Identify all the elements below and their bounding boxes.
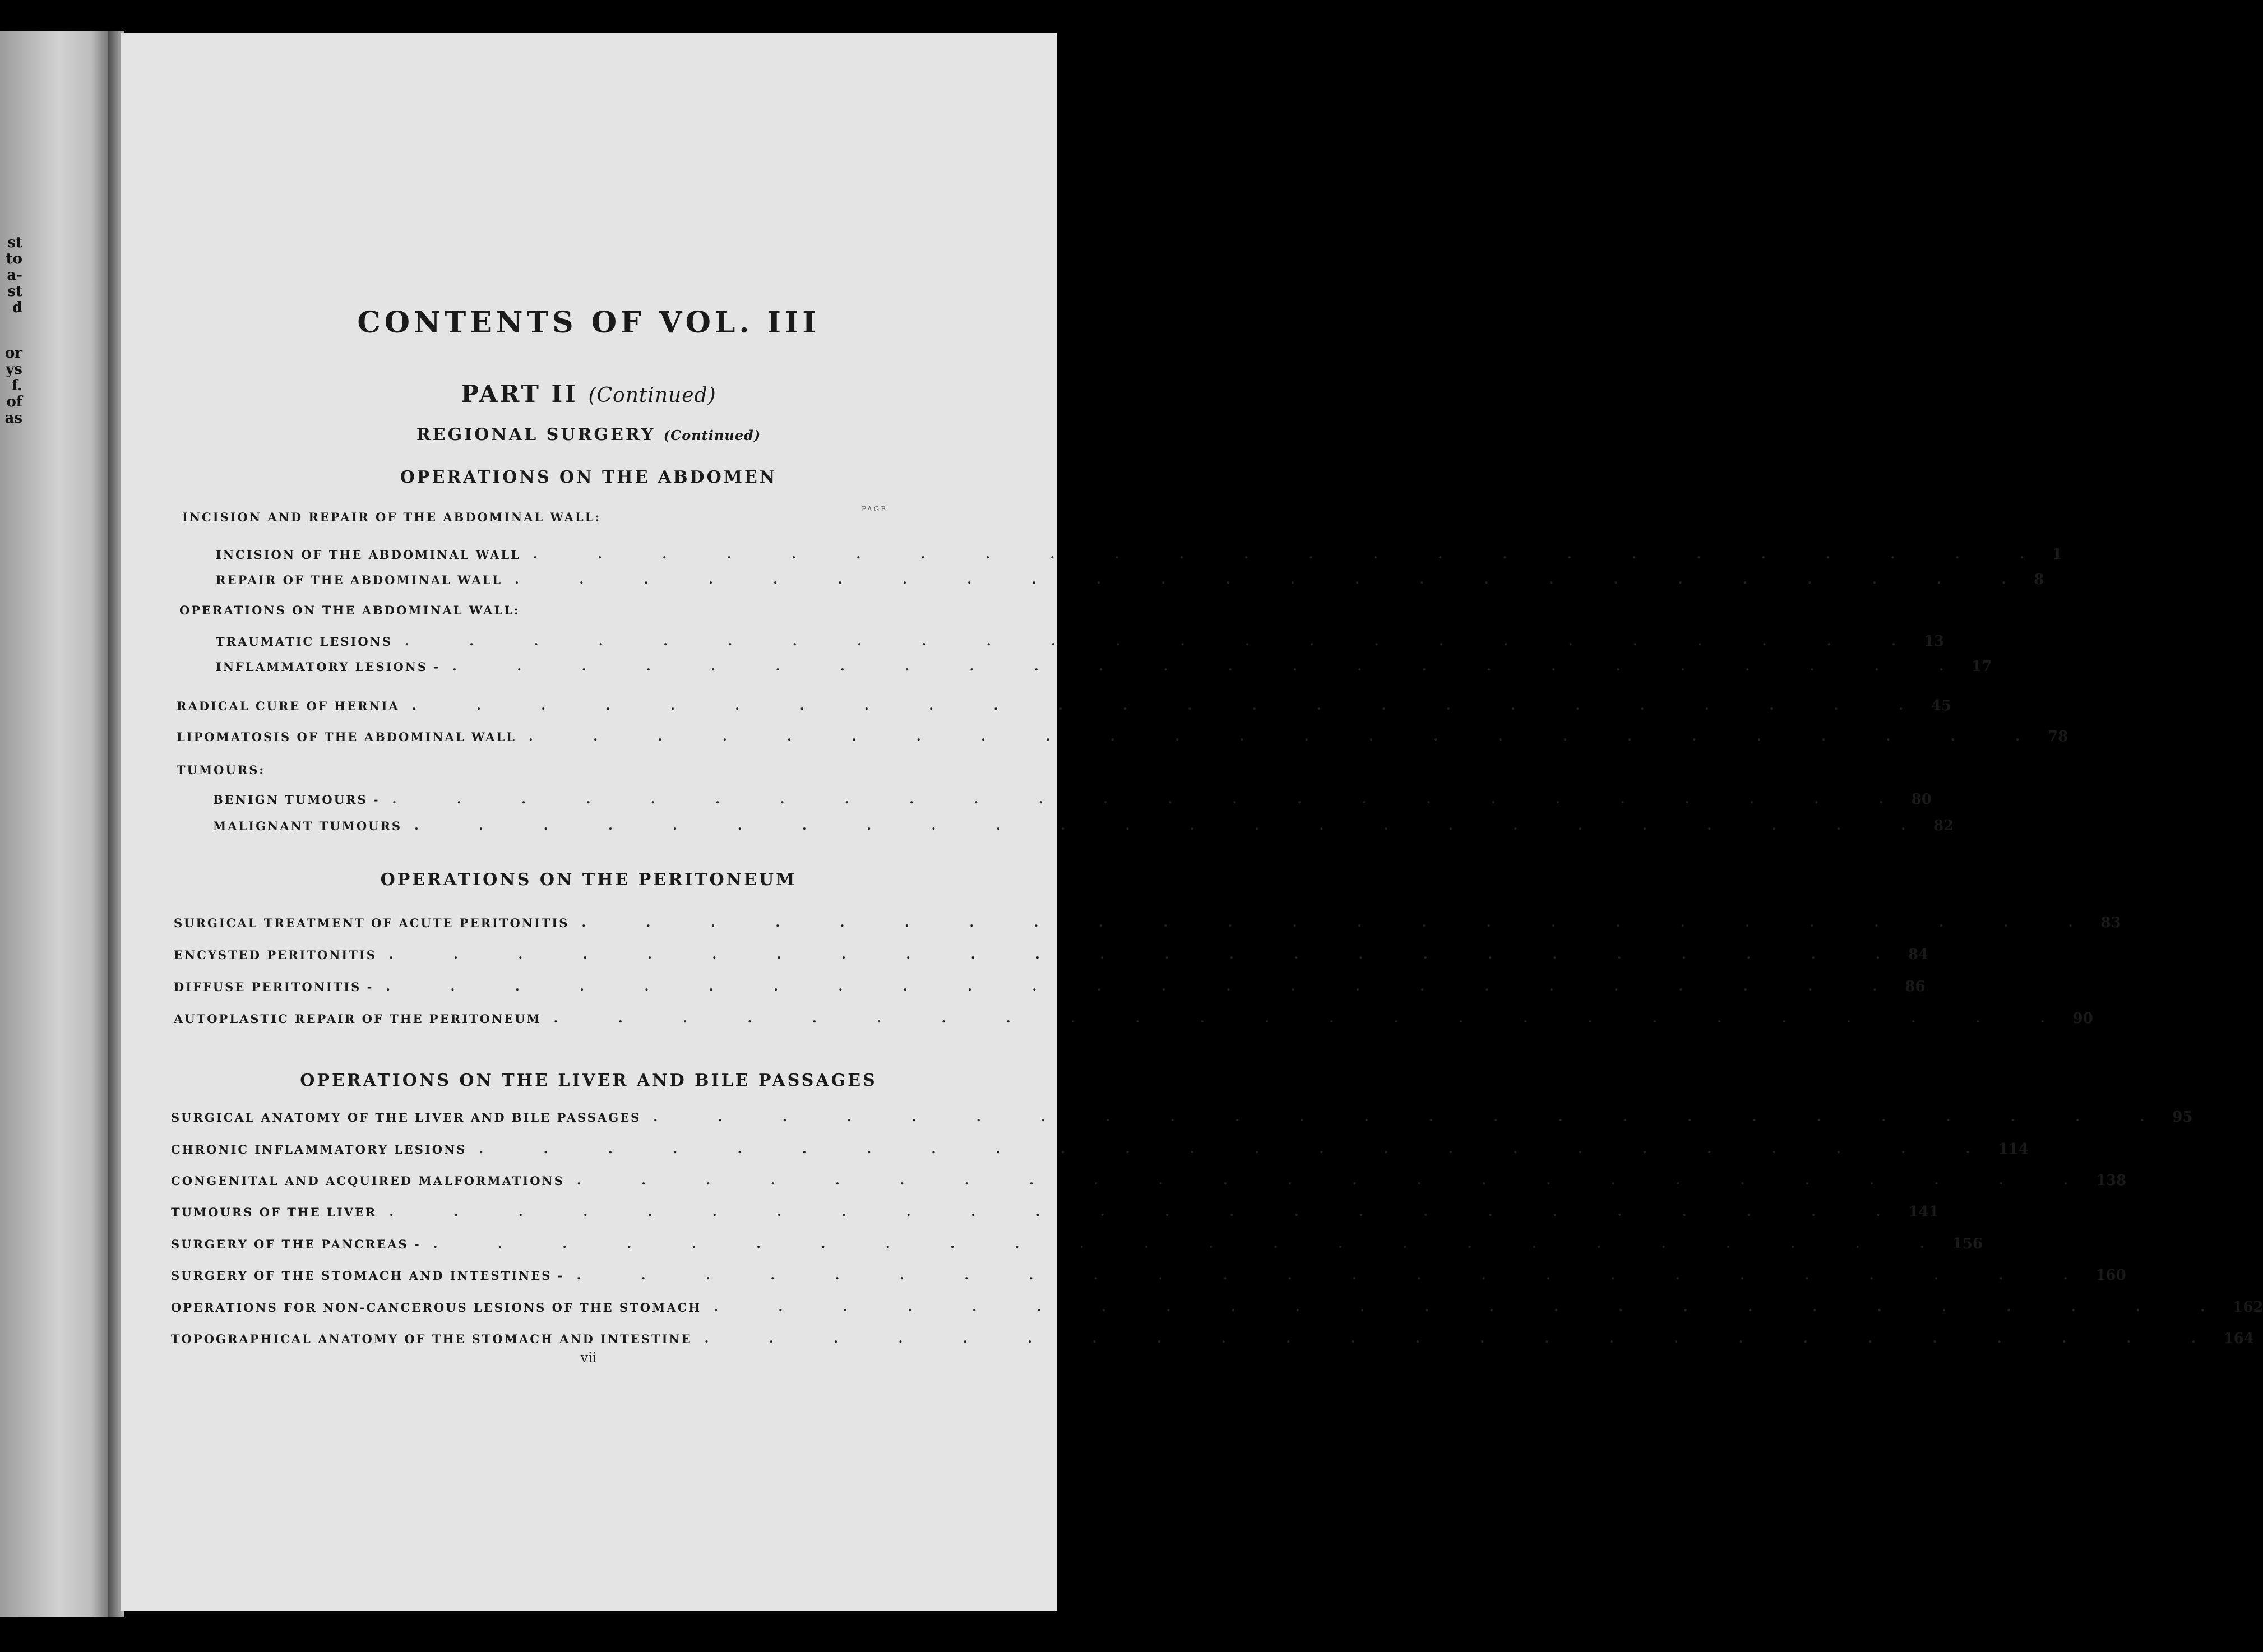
fragment-line: f. — [11, 377, 22, 394]
leader-dots: . . . . . . . . . . . . . . . . . . . . . . . . — [704, 1331, 2224, 1346]
toc-entry[interactable] — [216, 570, 2044, 590]
toc-entry-label: SURGICAL TREATMENT OF ACUTE PERITONITIS — [174, 915, 570, 930]
toc-page-number: 156 — [1952, 1235, 1983, 1252]
leader-dots: . . . . . . . . . . . . . . . . . . . . . . . . — [404, 634, 1924, 649]
leader-dots: . . . . . . . . . . . . . . . . . . . . . . . . — [452, 659, 1972, 674]
leader-dots: . . . . . . . . . . . . . . . . . . . . . . . . — [576, 1173, 2096, 1188]
toc-page-number: 17 — [1972, 658, 1992, 675]
toc-page-number: 86 — [1905, 978, 1926, 995]
toc-entry-label: BENIGN TUMOURS - — [213, 792, 380, 807]
toc-entry[interactable] — [177, 696, 1951, 716]
toc-entry-label: INCISION OF THE ABDOMINAL WALL — [216, 547, 521, 562]
leader-dots: . . . . . . . . . . . . . . . . . . . . . . . . — [389, 1205, 1909, 1219]
toc-entry-label: CONGENITAL AND ACQUIRED MALFORMATIONS — [171, 1173, 564, 1188]
toc-entry[interactable] — [216, 631, 1945, 651]
toc-entry[interactable] — [171, 1329, 2254, 1349]
toc-page-number: 80 — [1911, 791, 1932, 808]
group-heading: INCISION AND REPAIR OF THE ABDOMINAL WALL: — [182, 510, 601, 524]
toc-page-number: 13 — [1923, 633, 1945, 650]
fragment-line: st — [7, 283, 22, 300]
toc-page-number: 84 — [1908, 946, 1929, 963]
toc-page-number: 160 — [2095, 1267, 2126, 1284]
toc-page-number: 138 — [2095, 1172, 2127, 1189]
toc-page-number: 45 — [1931, 697, 1951, 714]
toc-entry-label: REPAIR OF THE ABDOMINAL WALL — [216, 572, 503, 587]
toc-page-number: 141 — [1908, 1204, 1939, 1220]
group-heading: TUMOURS: — [177, 763, 266, 777]
leader-dots: . . . . . . . . . . . . . . . . . . . . . . . . — [479, 1142, 1998, 1156]
toc-entry[interactable] — [171, 1170, 2127, 1191]
toc-entry-label: SURGERY OF THE PANCREAS - — [171, 1237, 421, 1251]
toc-page-number: 162 — [2233, 1299, 2263, 1316]
toc-entry-label: TOPOGRAPHICAL ANATOMY OF THE STOMACH AND INTESTINE — [171, 1331, 692, 1346]
leader-dots: . . . . . . . . . . . . . . . . . . . . . . . . — [515, 572, 2034, 587]
toc-entry-label: AUTOPLASTIC REPAIR OF THE PERITONEUM — [174, 1011, 542, 1026]
toc-entry[interactable] — [171, 1265, 2126, 1285]
toc-entry-label: OPERATIONS FOR NON-CANCEROUS LESIONS OF THE STOMACH — [171, 1300, 702, 1315]
subtitle — [121, 425, 1057, 445]
fragment-line: a- — [7, 267, 22, 284]
leader-dots: . . . . . . . . . . . . . . . . . . . . . . . . — [553, 1011, 2073, 1026]
toc-entry[interactable] — [216, 656, 1992, 677]
toc-page-number: 78 — [2047, 728, 2068, 745]
toc-entry[interactable] — [171, 1202, 1939, 1222]
toc-entry[interactable] — [171, 1139, 2029, 1159]
toc-page-number: 8 — [2034, 571, 2044, 588]
toc-entry[interactable] — [177, 726, 2068, 747]
toc-entry[interactable] — [171, 1234, 1983, 1254]
fragment-line: d — [12, 299, 22, 316]
leader-dots: . . . . . . . . . . . . . . . . . . . . . . . . — [433, 1237, 1952, 1251]
toc-entry-label: SURGERY OF THE STOMACH AND INTESTINES - — [171, 1268, 564, 1283]
fragment-line: ys — [6, 361, 22, 378]
contents-page — [121, 33, 2263, 1611]
toc-entry-label: TRAUMATIC LESIONS — [216, 634, 392, 649]
toc-entry[interactable] — [171, 1297, 2263, 1317]
page-column-label: PAGE — [862, 505, 887, 513]
leader-dots: . . . . . . . . . . . . . . . . . . . . . . . . — [388, 947, 1908, 962]
toc-entry-label: TUMOURS OF THE LIVER — [171, 1205, 377, 1219]
fragment-line: or — [4, 345, 22, 362]
section-heading-abdomen: OPERATIONS ON THE ABDOMEN — [400, 468, 778, 487]
toc-page-number: 114 — [1998, 1141, 2029, 1158]
toc-entry-label: CHRONIC INFLAMMATORY LESIONS — [171, 1142, 467, 1156]
part-label: PART II — [461, 380, 578, 408]
part-continued: (Continued) — [588, 384, 716, 407]
subtitle-continued: (Continued) — [663, 427, 761, 443]
section-heading-liver: OPERATIONS ON THE LIVER AND BILE PASSAGES — [300, 1071, 877, 1090]
leader-dots: . . . . . . . . . . . . . . . . . . . . . . . . — [411, 698, 1931, 713]
toc-page-number: 82 — [1933, 817, 1954, 834]
toc-entry-label: INFLAMMATORY LESIONS - — [216, 659, 441, 674]
facing-page-text-fragments — [0, 235, 22, 427]
leader-dots: . . . . . . . . . . . . . . . . . . . . . . . . — [386, 979, 1905, 994]
toc-page-number: 90 — [2072, 1010, 2093, 1027]
section-heading-peritoneum: OPERATIONS ON THE PERITONEUM — [380, 870, 797, 890]
group-heading: OPERATIONS ON THE ABDOMINAL WALL: — [179, 603, 520, 617]
toc-entry-label: SURGICAL ANATOMY OF THE LIVER AND BILE PASSAGES — [171, 1110, 641, 1125]
fragment-gap — [0, 317, 22, 346]
toc-entry-label: MALIGNANT TUMOURS — [213, 818, 402, 833]
toc-entry[interactable] — [171, 1107, 2193, 1127]
leader-dots: . . . . . . . . . . . . . . . . . . . . . . . . — [529, 729, 2048, 744]
toc-entry[interactable] — [213, 789, 1932, 809]
toc-entry[interactable] — [174, 977, 1926, 997]
leader-dots: . . . . . . . . . . . . . . . . . . . . . . . . — [714, 1300, 2233, 1315]
toc-entry[interactable] — [174, 913, 2121, 933]
toc-entry[interactable] — [174, 1008, 2093, 1029]
toc-page-number: 95 — [2172, 1109, 2193, 1126]
toc-entry-label: DIFFUSE PERITONITIS - — [174, 979, 374, 994]
toc-page-number: 1 — [2052, 546, 2062, 563]
leader-dots: . . . . . . . . . . . . . . . . . . . . . . . . — [653, 1110, 2173, 1125]
leader-dots: . . . . . . . . . . . . . . . . . . . . . . . . — [533, 547, 2052, 562]
fragment-line: as — [4, 410, 22, 427]
leader-dots: . . . . . . . . . . . . . . . . . . . . . . . . — [392, 792, 1912, 807]
toc-entry[interactable] — [216, 544, 2062, 564]
toc-page-number: 83 — [2100, 914, 2121, 931]
leader-dots: . . . . . . . . . . . . . . . . . . . . . . . . — [414, 818, 1934, 833]
subtitle-label: REGIONAL SURGERY — [416, 425, 656, 445]
fragment-line: to — [6, 251, 22, 267]
fragment-line: st — [7, 234, 22, 251]
part-heading — [121, 380, 1057, 408]
toc-entry-label: LIPOMATOSIS OF THE ABDOMINAL WALL — [177, 729, 516, 744]
fragment-line: of — [6, 394, 22, 410]
toc-entry[interactable] — [174, 945, 1929, 965]
toc-entry-label: ENCYSTED PERITONITIS — [174, 947, 377, 962]
leader-dots: . . . . . . . . . . . . . . . . . . . . . . . . — [581, 915, 2101, 930]
page-folio: vii — [580, 1350, 597, 1366]
leader-dots: . . . . . . . . . . . . . . . . . . . . . . . . — [576, 1268, 2096, 1283]
page-title: CONTENTS OF VOL. III — [357, 306, 820, 340]
toc-entry[interactable] — [213, 816, 1954, 836]
toc-entry-label: RADICAL CURE OF HERNIA — [177, 698, 400, 713]
toc-page-number: 164 — [2223, 1330, 2254, 1347]
